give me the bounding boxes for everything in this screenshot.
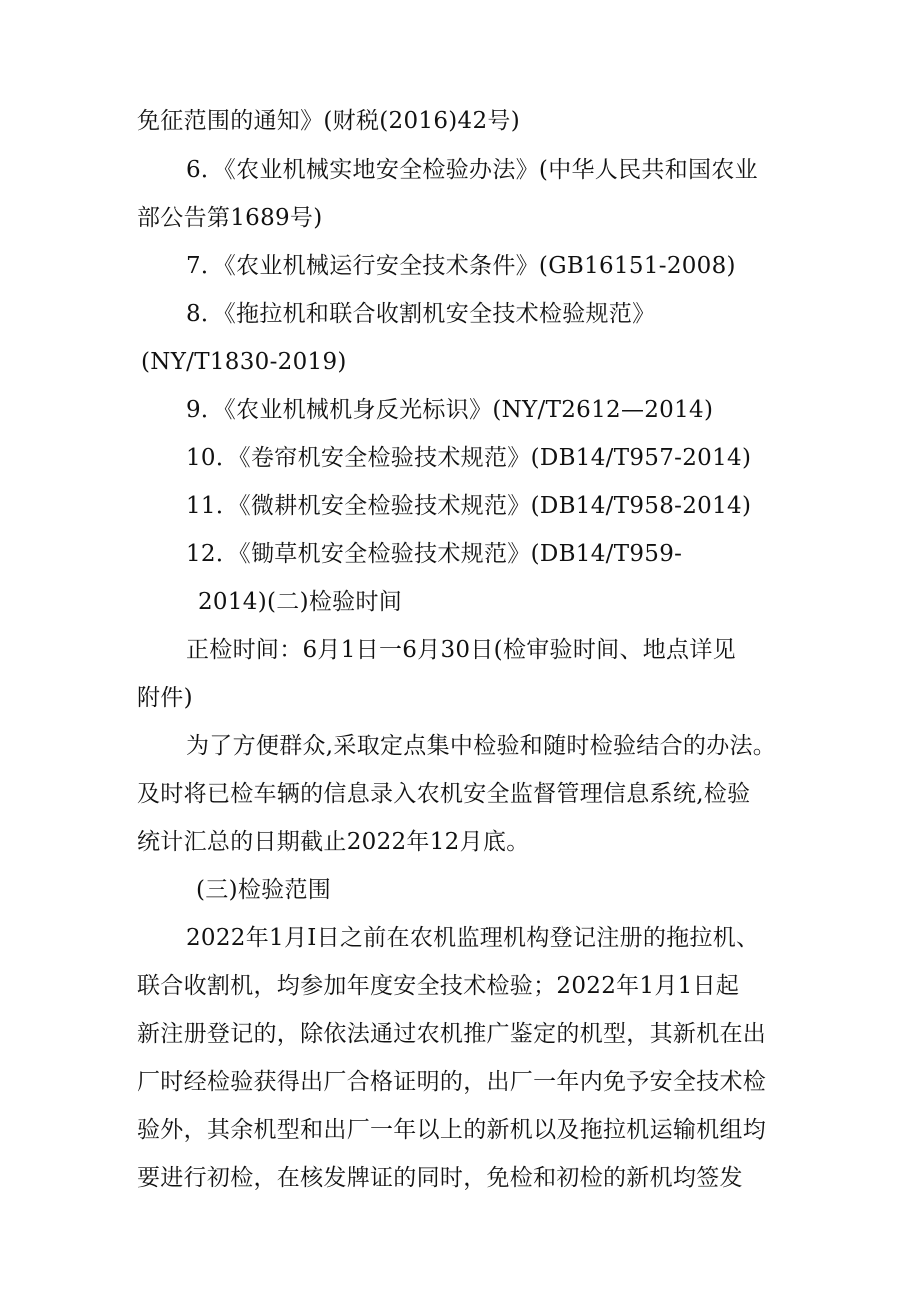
text-line: 验外，其余机型和出厂一年以上的新机以及拖拉机运输机组均 [137, 1117, 767, 1143]
text-line: (NY/T1830-2019) [141, 349, 347, 375]
text-line: 附件) [137, 685, 193, 711]
text-line: 要进行初检，在核发牌证的同时，免检和初检的新机均签发 [137, 1165, 743, 1191]
list-item-10: 10．《卷帘机安全检验技术规范》(DB14/T957-2014) [186, 445, 752, 471]
text-line: 及时将已检车辆的信息录入农机安全监督管理信息系统,检验 [137, 781, 751, 807]
section-heading-inspection-time: 2014)(二)检验时间 [198, 589, 403, 615]
list-item-8: 8．《拖拉机和联合收割机安全技术检验规范》 [186, 301, 656, 327]
text-line: 联合收割机，均参加年度安全技术检验；2022年1月1日起 [137, 973, 740, 999]
text-line: 部公告第1689号) [137, 205, 323, 231]
list-item-7: 7．《农业机械运行安全技术条件》(GB16151-2008) [186, 253, 736, 279]
text-line: 为了方便群众,采取定点集中检验和随时检验结合的办法。 [186, 733, 777, 759]
list-item-11: 11．《微耕机安全检验技术规范》(DB14/T958-2014) [186, 493, 752, 519]
text-line: 厂时经检验获得出厂合格证明的，出厂一年内免予安全技术检 [137, 1069, 767, 1095]
list-item-12: 12．《锄草机安全检验技术规范》(DB14/T959- [186, 541, 683, 567]
text-line: 免征范围的通知》(财税(2016)42号) [137, 108, 520, 134]
section-heading-inspection-scope: (三)检验范围 [196, 877, 332, 903]
text-line: 统计汇总的日期截止2022年12月底。 [137, 829, 530, 855]
text-line: 2022年1月I日之前在农机监理机构登记注册的拖拉机、 [186, 925, 760, 951]
list-item-6: 6．《农业机械实地安全检验办法》(中华人民共和国农业 [186, 157, 758, 183]
text-line: 正检时间：6月1日一6月30日(检审验时间、地点详见 [186, 637, 736, 663]
list-item-9: 9．《农业机械机身反光标识》(NY/T2612—2014) [186, 397, 714, 423]
text-line: 新注册登记的，除依法通过农机推广鉴定的机型，其新机在出 [137, 1021, 767, 1047]
